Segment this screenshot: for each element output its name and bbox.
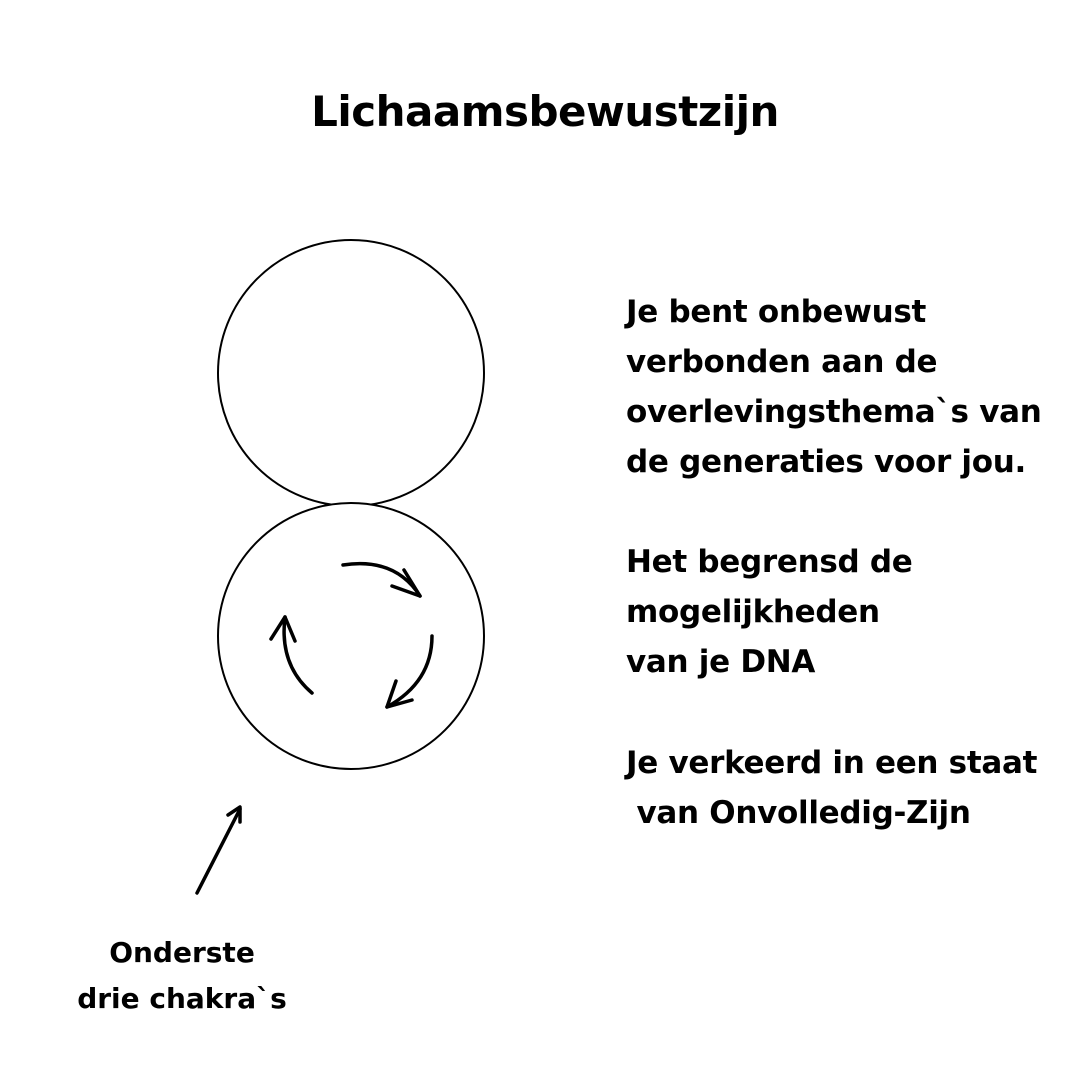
text-block-dna-limitation: Het begrensd de mogelijkheden van je DNA [626,544,913,680]
lower-chakra-circle [218,503,484,769]
upper-chakra-circle [218,240,484,506]
text-block-incompleteness: Je verkeerd in een staat van Onvolledig-Zijn [626,745,1038,831]
text-block-unconscious-connection: Je bent onbewust verbonden aan de overlevingsthema`s van de generaties voor jou. [626,294,1042,480]
page-title: Lichaamsbewustzijn [311,87,779,137]
chakra-caption: Onderste drie chakra`s [77,936,287,1015]
pointer-arrow-icon [197,807,240,893]
